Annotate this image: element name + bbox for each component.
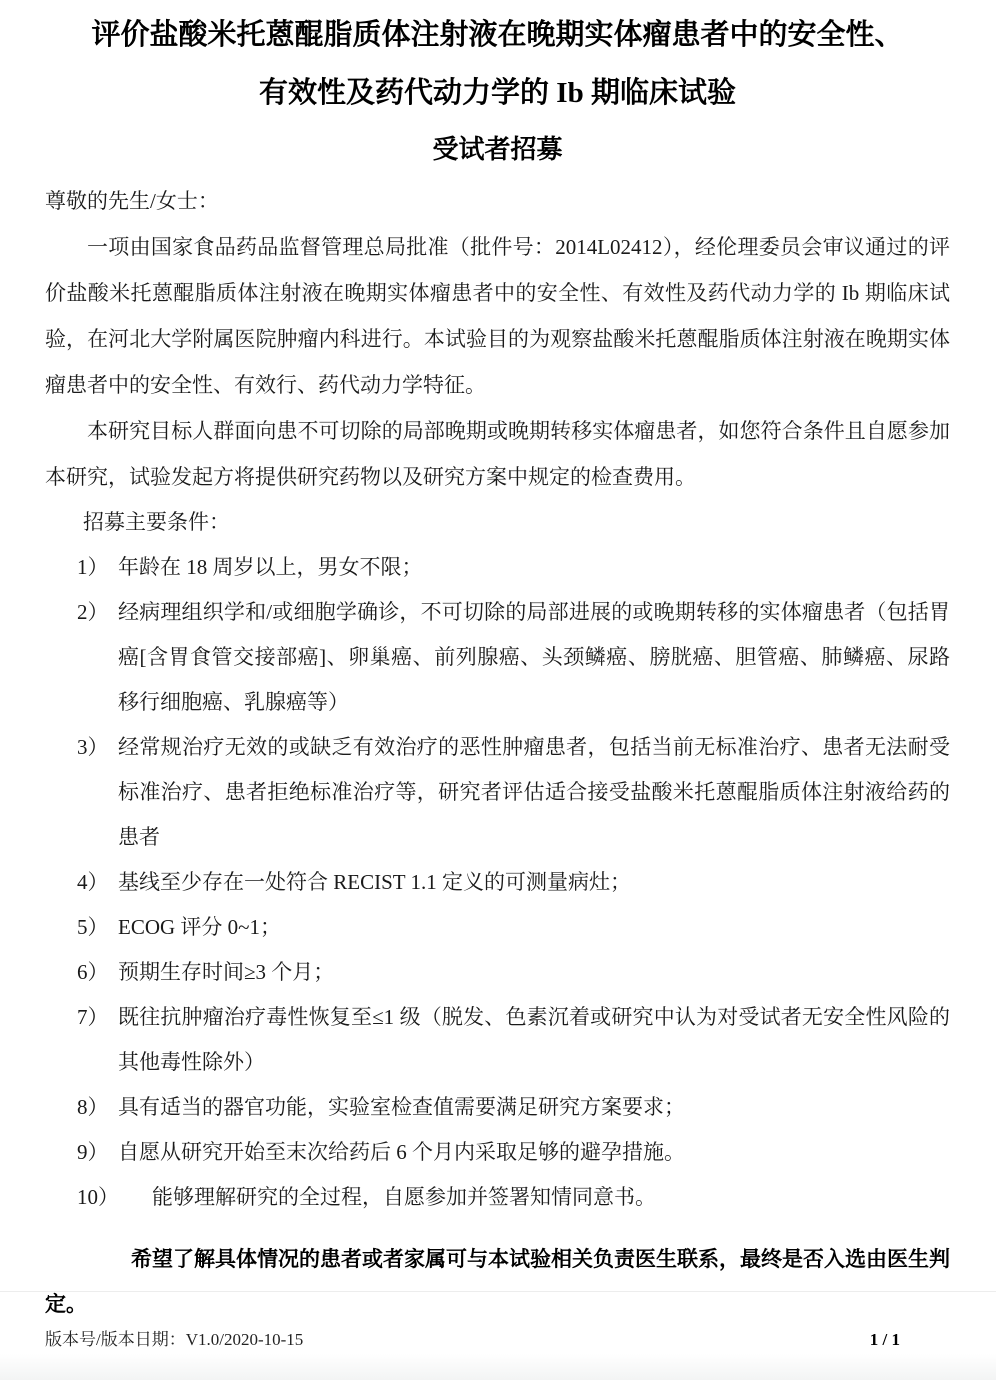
- criterion-number: 2）: [77, 600, 109, 624]
- criterion-number: 6）: [77, 960, 109, 984]
- criterion-number: 3）: [77, 735, 109, 759]
- criterion-number: 7）: [77, 1005, 109, 1029]
- criterion-text: 具有适当的器官功能，实验室检查值需要满足研究方案要求；: [118, 1095, 685, 1119]
- criterion-text: 自愿从研究开始至末次给药后 6 个月内采取足够的避孕措施。: [118, 1140, 685, 1164]
- criterion-number: 8）: [77, 1095, 109, 1119]
- criterion-number: 5）: [77, 915, 109, 939]
- criterion-9: [77, 1130, 950, 1175]
- page-number: 1 / 1: [869, 1330, 900, 1349]
- criterion-text: 经常规治疗无效的或缺乏有效治疗的恶性肿瘤患者，包括当前无标准治疗、患者无法耐受标准治疗、患者拒绝标准治疗等，研究者评估适合接受盐酸米托蒽醌脂质体注射液给药的患者: [118, 735, 950, 849]
- criterion-number: 9）: [77, 1140, 109, 1164]
- page-bottom-shade: [0, 1354, 996, 1380]
- criterion-text: 既往抗肿瘤治疗毒性恢复至≤1 级（脱发、色素沉着或研究中认为对受试者无安全性风险的其他毒性除外）: [118, 1005, 950, 1074]
- criterion-2: [77, 590, 950, 725]
- criterion-number: 4）: [77, 870, 109, 894]
- target-population-paragraph: 本研究目标人群面向患不可切除的局部晚期或晚期转移实体瘤患者，如您符合条件且自愿参加本研究，试验发起方将提供研究药物以及研究方案中规定的检查费用。: [45, 419, 950, 489]
- document-title: [45, 6, 950, 122]
- criterion-3: [77, 725, 950, 860]
- criterion-7: [77, 995, 950, 1085]
- criterion-text: 年龄在 18 周岁以上，男女不限；: [118, 555, 423, 579]
- criterion-1: [77, 545, 950, 590]
- version-label: 版本号/版本日期：V1.0/2020-10-15: [45, 1330, 304, 1349]
- footer-divider: [0, 1291, 996, 1292]
- criterion-number: 1）: [77, 555, 109, 579]
- criterion-text: ECOG 评分 0~1；: [118, 915, 282, 939]
- criterion-6: [77, 950, 950, 995]
- criterion-4: [77, 860, 950, 905]
- criterion-text: 预期生存时间≥3 个月；: [118, 960, 335, 984]
- closing-paragraph: 希望了解具体情况的患者或者家属可与本试验相关负责医生联系，最终是否入选由医生判定。: [45, 1247, 950, 1316]
- criterion-text: 经病理组织学和/或细胞学确诊，不可切除的局部进展的或晚期转移的实体瘤患者（包括胃癌[含胃食管交接部癌]、卵巢癌、前列腺癌、头颈鳞癌、膀胱癌、胆管癌、肺鳞癌、尿路移行细胞癌、乳腺癌等）: [118, 600, 950, 714]
- title-line-2: 有效性及药代动力学的 Ib 期临床试验: [259, 77, 736, 109]
- criterion-5: [77, 905, 950, 950]
- intro-paragraph: 一项由国家食品药品监督管理总局批准（批件号：2014L02412），经伦理委员会审议通过的评价盐酸米托蒽醌脂质体注射液在晚期实体瘤患者中的安全性、有效性及药代动力学的 Ib 期临床试验，在河北大学附属医院肿瘤内科进行。本试验目的为观察盐酸米托蒽醌脂质体注射液在晚期实体瘤患者中的安全性、有效行、药代动力学特征。: [45, 235, 950, 397]
- criterion-text: 能够理解研究的全过程，自愿参加并签署知情同意书。: [152, 1185, 656, 1209]
- criterion-text: 基线至少存在一处符合 RECIST 1.1 定义的可测量病灶；: [118, 870, 631, 894]
- salutation: 尊敬的先生/女士：: [45, 189, 219, 213]
- document-subtitle: 受试者招募: [432, 135, 563, 164]
- criteria-list: [45, 545, 950, 1220]
- criterion-number: 10）: [77, 1185, 119, 1209]
- title-line-1: 评价盐酸米托蒽醌脂质体注射液在晚期实体瘤患者中的安全性、: [91, 19, 904, 51]
- footer: [45, 1325, 950, 1350]
- criteria-heading: 招募主要条件：: [83, 510, 230, 534]
- criterion-10: [77, 1175, 950, 1220]
- criterion-8: [77, 1085, 950, 1130]
